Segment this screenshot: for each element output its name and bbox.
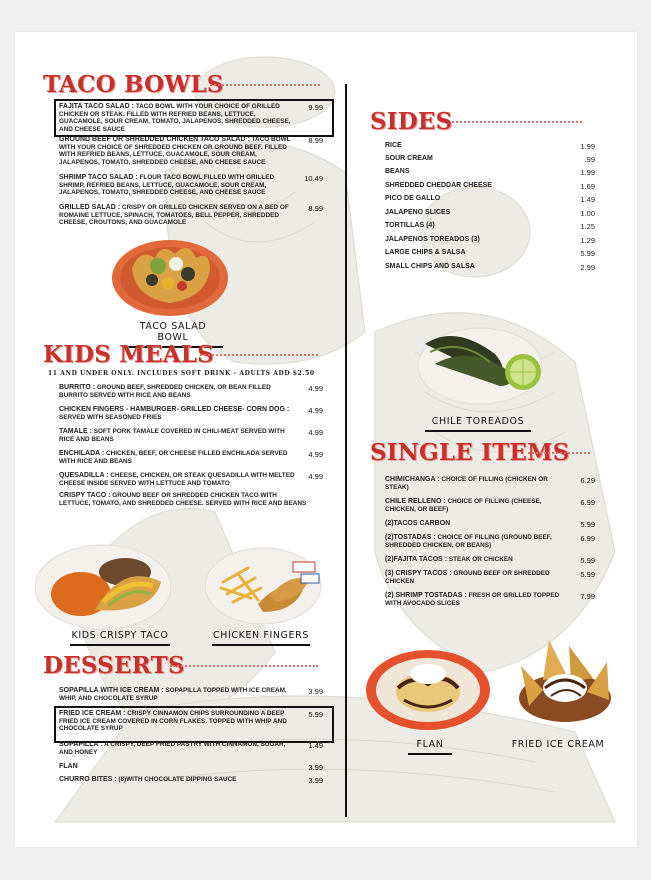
item-price: 8.99: [308, 204, 323, 213]
item-price: 6.99: [580, 498, 595, 507]
side-row: JALAPENO SLICES 1.00: [385, 209, 595, 218]
menu-item: FLAN: [59, 763, 78, 770]
menu-item: (2) SHRIMP TOSTADAS : FRESH OR GRILLED TOPPED WITH AVOCADO SLICES: [385, 592, 560, 607]
side-row: RICE 1.99: [385, 142, 595, 151]
menu-item: (2)TOSTADAS : CHOICE OF FILLING (GROUND BEEF, SHREDDED CHICKEN, OR BEANS): [385, 534, 552, 549]
menu-item: CHILE RELLENO : CHOICE OF FILLING (CHEESE, CHICKEN, OR BEEF): [385, 498, 542, 513]
side-row: BEANS 1.99: [385, 168, 595, 177]
menu-item: BURRITO : GROUND BEEF, SHREDDED CHICKEN, OR BEAN FILLED BURRITO SERVED WITH RICE AND BEANS: [59, 384, 271, 399]
menu-item: (2)TACOS CARBON: [385, 520, 451, 527]
section-title-single-items: SINGLE ITEMS: [370, 439, 570, 466]
caption-taco-salad-bowl: TACO SALAD BOWL: [123, 321, 223, 348]
menu-item: TAMALE : SOFT PORK TAMALE COVERED IN CHILI-MEAT SERVED WITH RICE AND BEANS: [59, 428, 285, 443]
dotted-rule: [170, 665, 318, 667]
chicken-fingers-photo: [203, 538, 328, 628]
menu-item: SOPAPILLA WITH ICE CREAM : SOPAPILLA TOPPED WITH ICE CREAM, WHIP, AND CHOCOLATE SYRUP: [59, 687, 287, 702]
item-price: 3.99: [308, 687, 323, 696]
section-title-kids-meals: KIDS MEALS: [43, 341, 214, 368]
caption-chicken-fingers: CHICKEN FINGERS: [212, 630, 310, 646]
menu-item: GRILLED SALAD : CRISPY OR GRILLED CHICKEN SERVED ON A BED OF ROMAINE LETTUCE, SPINACH, TOMATOES, BELL PEPPER, SHREDDED CHEESE, CROUTONS, AND GUACAMOLE: [59, 204, 289, 227]
taco-salad-photo: [110, 228, 230, 318]
menu-item: CHURRO BITES : (8)WITH CHOCOLATE DIPPING SAUCE: [59, 776, 237, 783]
item-price: 7.99: [580, 592, 595, 601]
section-title-sides: SIDES: [370, 108, 453, 135]
menu-item: FRIED ICE CREAM : CRISPY CINNAMON CHIPS SURROUNDING A DEEP FRIED ICE CREAM COVERED IN CORN FLAKES. TOPPED WITH WHIP AND CHOCOLATE SYRUP: [59, 710, 287, 733]
dotted-rule: [528, 452, 590, 454]
item-price: 5.99: [308, 710, 323, 719]
item-price: 3.99: [308, 763, 323, 772]
menu-item: SHRIMP TACO SALAD : FLOUR TACO BOWL FILLED WITH GRILLED SHRIMP, REFRIED BEANS, LETTUCE, GUACAMOLE, SOUR CREAM, JALAPENOS, TOMATO, SHREDDED CHEESE, AND CHEESE SAUCE: [59, 174, 275, 197]
menu-item: GROUND BEEF OR SHREDDED CHICKEN TACO SALAD : TACO BOWL WITH YOUR CHOICE OF SHREDDED CHICKEN OR GROUND BEEF. FILLED WITH REFRIED BEANS, LETTUCE, GUACAMOLE, SOUR CREAM, JALAPENOS, TOMATO, SHREDDED CHEESE, AND CHEESE SAUCE: [59, 136, 291, 166]
side-row: SMALL CHIPS AND SALSA 2.99: [385, 263, 595, 272]
item-price: 5.99: [580, 556, 595, 565]
item-price: 9.99: [308, 103, 323, 112]
item-price: 10.49: [304, 174, 323, 183]
flan-photo: [364, 644, 492, 732]
caption-fried-ice-cream: FRIED ICE CREAM: [511, 739, 605, 750]
item-price: 6.99: [580, 534, 595, 543]
item-price: 4.99: [308, 428, 323, 437]
item-price: 6.29: [580, 476, 595, 485]
caption-chile-toreados: CHILE TOREADOS: [425, 416, 531, 432]
side-row: SOUR CREAM .99: [385, 155, 595, 164]
side-row: LARGE CHIPS & SALSA 5.99: [385, 249, 595, 258]
menu-item: (3) CRISPY TACOS : GROUND BEEF OR SHREDDED CHICKEN: [385, 570, 550, 585]
kids-crispy-taco-photo: [33, 542, 173, 632]
side-row: SHREDDED CHEDDAR CHEESE 1.69: [385, 182, 595, 191]
item-price: 1.49: [308, 741, 323, 750]
dotted-rule: [200, 354, 318, 356]
chile-toreados-photo: [415, 314, 550, 409]
section-title-desserts: DESSERTS: [43, 652, 185, 679]
item-price: 5.99: [580, 570, 595, 579]
menu-item: (2)FAJITA TACOS : STEAK OR CHICKEN: [385, 556, 513, 563]
side-row: TORTILLAS (4) 1.25: [385, 222, 595, 231]
menu-item: FAJITA TACO SALAD : TACO BOWL WITH YOUR CHOICE OF GRILLED CHICKEN OR STEAK. FILLED WITH REFRIED BEANS, LETTUCE, GUACAMOLE, SOUR CREAM, TOMATO, JALAPENOS, SHREDDED CHEESE, AND CHEESE SAUCE: [59, 103, 291, 133]
item-price: 5.99: [580, 520, 595, 529]
menu-page: [15, 32, 637, 847]
menu-item: SOPAPILLA : A CRISPY, DEEP FRIED PASTRY WITH CINNAMON, SUGAR, AND HONEY: [59, 741, 286, 756]
item-price: 8.99: [308, 136, 323, 145]
caption-kids-crispy-taco: KIDS CRISPY TACO: [70, 630, 170, 646]
side-row: PICO DE GALLO 1.49: [385, 195, 595, 204]
caption-flan: FLAN: [408, 739, 452, 755]
item-price: 4.99: [308, 406, 323, 415]
menu-item: ENCHILADA : CHICKEN, BEEF, OR CHEESE FILLED ENCHILADA SERVED WITH RICE AND BEANS: [59, 450, 288, 465]
item-price: 4.99: [308, 450, 323, 459]
menu-item: CRISPY TACO : GROUND BEEF OR SHREDDED CHICKEN TACO WITH LETTUCE, TOMATO, AND SHREDDED CHEESE. SERVED WITH RICE AND BEANS: [59, 492, 307, 507]
dotted-rule: [452, 121, 582, 123]
dotted-rule: [210, 84, 320, 86]
column-divider: [345, 84, 347, 817]
section-title-taco-bowls: TACO BOWLS: [43, 71, 224, 98]
menu-item: CHIMICHANGA : CHOICE OF FILLING (CHICKEN OR STEAK): [385, 476, 548, 491]
item-price: 3.99: [308, 776, 323, 785]
kids-subtitle: 11 AND UNDER ONLY. INCLUDES SOFT DRINK - ADULTS ADD $2.50: [48, 370, 315, 377]
menu-item: CHICKEN FINGERS - HAMBURGER- GRILLED CHEESE- CORN DOG : SERVED WITH SEASONED FRIES: [59, 406, 290, 421]
menu-item: QUESADILLA : CHEESE, CHICKEN, OR STEAK QUESADILLA WITH MELTED CHEESE INSIDE SERVED WITH LETTUCE AND TOMATO: [59, 472, 295, 487]
item-price: 4.99: [308, 472, 323, 481]
side-row: JALAPENOS TOREADOS (3) 1.29: [385, 236, 595, 245]
fried-ice-cream-photo: [509, 636, 621, 731]
item-price: 4.99: [308, 384, 323, 393]
